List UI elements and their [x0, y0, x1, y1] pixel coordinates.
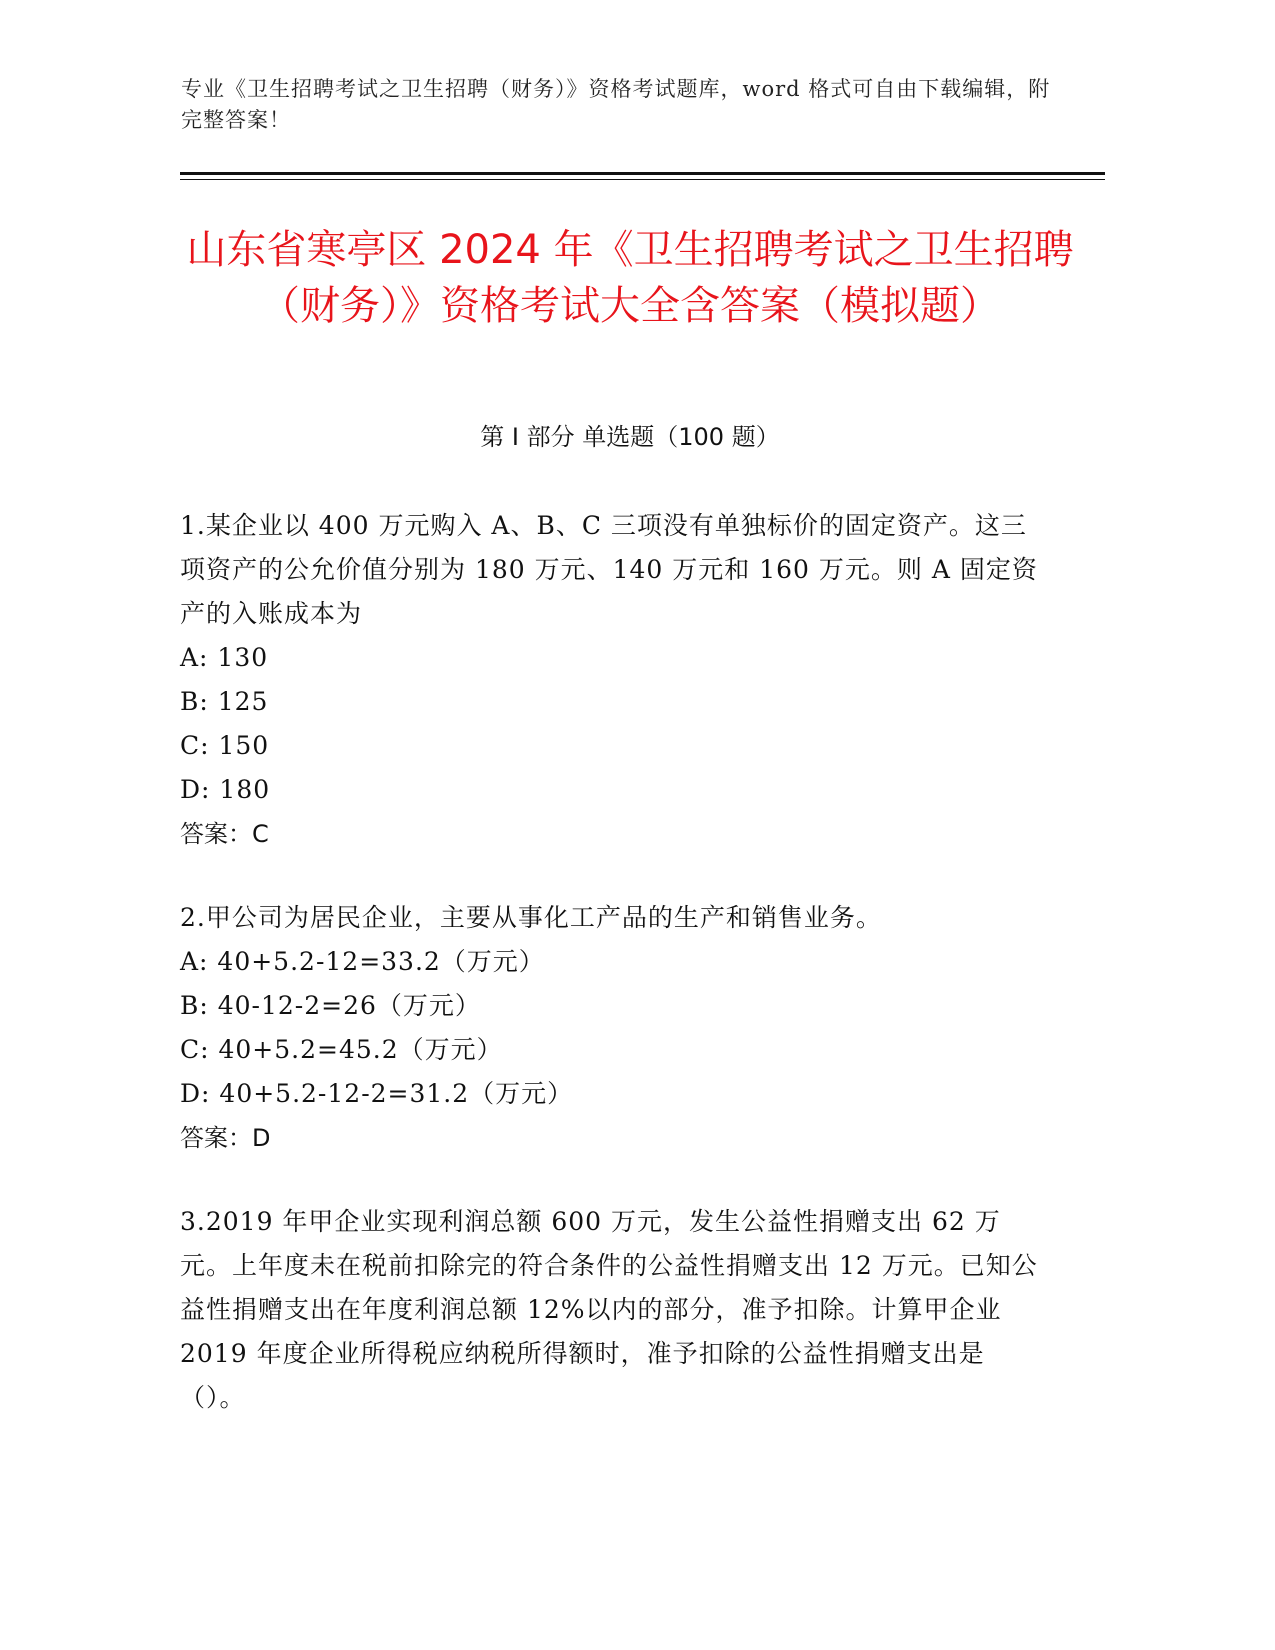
option-a: A: 40+5.2-12=33.2（万元） — [180, 947, 545, 976]
question-stem: 2.甲公司为居民企业，主要从事化工产品的生产和销售业务。 — [180, 903, 882, 932]
option-d: D: 40+5.2-12-2=31.2（万元） — [180, 1079, 574, 1108]
answer: 答案：C — [180, 820, 269, 848]
option-b: B: 125 — [180, 687, 269, 716]
option-c: C: 150 — [180, 731, 270, 760]
option-c: C: 40+5.2=45.2（万元） — [180, 1035, 503, 1064]
question-3 — [180, 1200, 1040, 1420]
option-a: A: 130 — [180, 643, 269, 672]
question-stem: 3.2019 年甲企业实现利润总额 600 万元，发生公益性捐赠支出 62 万元。上年度未在税前扣除完的符合条件的公益性捐赠支出 12 万元。已知公益性捐赠支出在年度利润总额 12%以内的部分，准予扣除。计算甲企业 2019 年度企业所得税应纳税所得额时，准予扣除的公益性捐赠支出是（）。 — [180, 1207, 1038, 1412]
question-2 — [180, 896, 1040, 1160]
header-note: 专业《卫生招聘考试之卫生招聘（财务）》资格考试题库，word 格式可自由下载编辑，附完整答案！ — [181, 77, 1051, 132]
header-divider-thin — [180, 179, 1105, 180]
answer: 答案：D — [180, 1124, 271, 1152]
option-d: D: 180 — [180, 775, 271, 804]
document-title: 山东省寒亭区 2024 年《卫生招聘考试之卫生招聘（财务）》资格考试大全含答案（模拟题） — [186, 227, 1074, 329]
section-title: 第 I 部分 单选题（100 题） — [480, 423, 780, 451]
option-b: B: 40-12-2=26（万元） — [180, 991, 481, 1020]
question-stem: 1.某企业以 400 万元购入 A、B、C 三项没有单独标价的固定资产。这三项资产的公允价值分别为 180 万元、140 万元和 160 万元。则 A 固定资产的入账成本为 — [180, 511, 1038, 628]
question-1 — [180, 504, 1040, 856]
header-divider-thick — [180, 172, 1105, 175]
